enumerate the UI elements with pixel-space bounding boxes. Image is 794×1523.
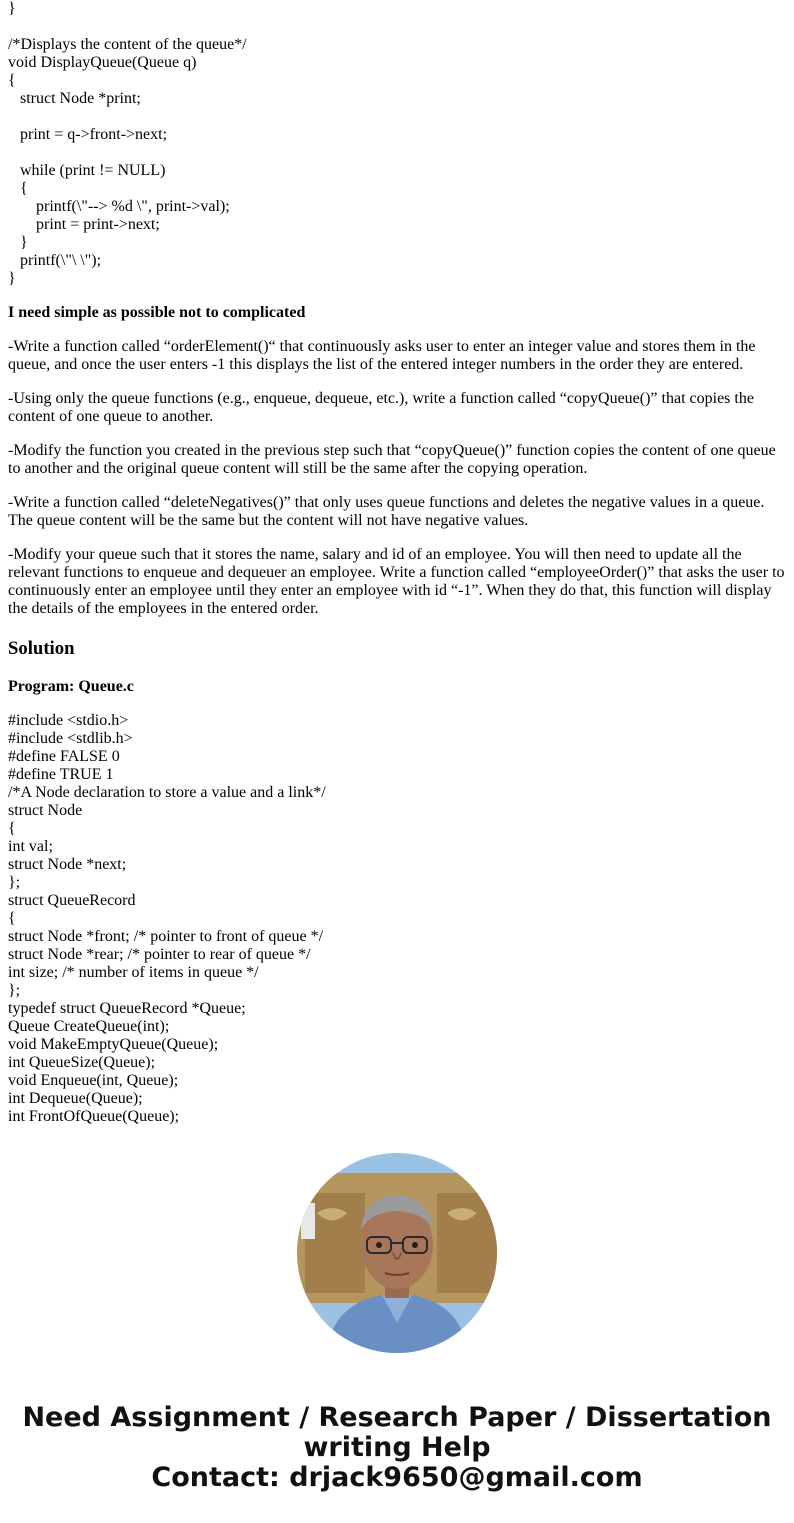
- solution-code-line: void Enqueue(int, Queue);: [8, 1072, 179, 1089]
- solution-code-line: typedef struct QueueRecord *Queue;: [8, 1000, 246, 1017]
- solution-code-line: struct Node *next;: [8, 856, 127, 873]
- solution-title: Solution: [8, 638, 75, 659]
- top-code-line: [8, 18, 786, 36]
- solution-code-line: int size; /* number of items in queue */: [8, 964, 259, 981]
- top-code-line: [8, 144, 786, 162]
- top-code-line: while (print != NULL): [8, 162, 166, 179]
- top-code-line: void DisplayQueue(Queue q): [8, 54, 197, 71]
- solution-code-line: /*A Node declaration to store a value and a link*/: [8, 784, 326, 801]
- question-item-5: -Modify your queue such that it stores the name, salary and id of an employee. You will then need to update all the relevant functions to enqueue and dequeuer an employee. Write a function called “employeeOrder()” that asks the user to continuously enter an employee until they enter an employee with id “-1”. When they do that, this function will display the details of the employees in the entered order.: [8, 546, 785, 617]
- top-code-line: {: [8, 180, 28, 197]
- top-code-line: printf(\"--> %d \", print->val);: [8, 198, 230, 215]
- footer-line-2: writing Help: [303, 1432, 491, 1463]
- top-code-block: [8, 0, 786, 288]
- question-heading: I need simple as possible not to complicated: [8, 304, 306, 321]
- footer-banner: [0, 1403, 794, 1493]
- solution-code-line: struct Node: [8, 802, 83, 819]
- solution-code-line: #include <stdlib.h>: [8, 730, 133, 747]
- solution-code-line: #define TRUE 1: [8, 766, 114, 783]
- question-item-4: -Write a function called “deleteNegatives()” that only uses queue functions and deletes the negative values in a queue. The queue content will be the same but the content will not have negative values.: [8, 494, 765, 529]
- solution-code-line: };: [8, 874, 21, 891]
- solution-code-line: Queue CreateQueue(int);: [8, 1018, 170, 1035]
- top-code-line: print = print->next;: [8, 216, 160, 233]
- question-item-2: -Using only the queue functions (e.g., enqueue, dequeue, etc.), write a function called “copyQueue()” that copies the content of one queue to another.: [8, 390, 754, 425]
- solution-code-line: #include <stdio.h>: [8, 712, 129, 729]
- top-code-line: print = q->front->next;: [8, 126, 168, 143]
- solution-code-line: int Dequeue(Queue);: [8, 1090, 143, 1107]
- question-item-1: -Write a function called “orderElement()“ that continuously asks user to enter an integer value and stores them in the queue, and once the user enters -1 this displays the list of the entered integer numbers in the order they are entered.: [8, 338, 756, 373]
- solution-code-line: struct Node *rear; /* pointer to rear of queue */: [8, 946, 311, 963]
- solution-code-line: {: [8, 820, 16, 837]
- top-code-line: /*Displays the content of the queue*/: [8, 36, 247, 53]
- solution-code-line: #define FALSE 0: [8, 748, 120, 765]
- question-items: [8, 338, 786, 618]
- top-code-line: }: [8, 234, 28, 251]
- footer-contact[interactable]: Contact: drjack9650@gmail.com: [151, 1462, 643, 1493]
- top-code-line: printf(\"\ \");: [8, 252, 102, 269]
- solution-code-line: struct QueueRecord: [8, 892, 136, 909]
- document-content: [8, 0, 786, 1126]
- author-avatar: [297, 1153, 497, 1353]
- solution-code-block: [8, 712, 786, 1126]
- top-code-line: {: [8, 72, 16, 89]
- footer-line-1: Need Assignment / Research Paper / Dissertation: [22, 1402, 772, 1433]
- solution-code-line: int QueueSize(Queue);: [8, 1054, 156, 1071]
- solution-code-line: int val;: [8, 838, 53, 855]
- question-item-3: -Modify the function you created in the previous step such that “copyQueue()” function copies the content of one queue to another and the original queue content will still be the same after the copying operation.: [8, 442, 776, 477]
- top-code-line: struct Node *print;: [8, 90, 141, 107]
- solution-code-line: int FrontOfQueue(Queue);: [8, 1108, 180, 1125]
- top-code-line: }: [8, 0, 16, 17]
- solution-code-line: void MakeEmptyQueue(Queue);: [8, 1036, 219, 1053]
- top-code-line: }: [8, 270, 16, 287]
- solution-code-line: };: [8, 982, 21, 999]
- solution-code-line: {: [8, 910, 16, 927]
- solution-code-line: struct Node *front; /* pointer to front of queue */: [8, 928, 324, 945]
- top-code-line: [8, 108, 786, 126]
- program-title: Program: Queue.c: [8, 678, 134, 695]
- person-photo-icon: [297, 1153, 497, 1353]
